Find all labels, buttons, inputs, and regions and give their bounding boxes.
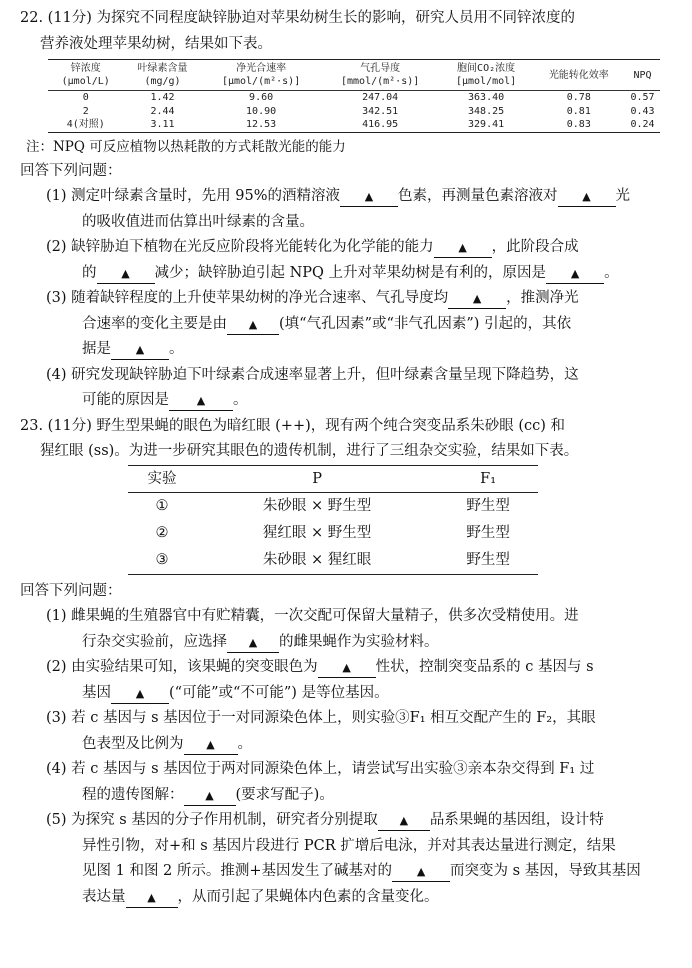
- table-cell: 野生型: [438, 547, 538, 575]
- q22-part1-line2: 的吸收值进而估算出叶绿素的含量。: [82, 213, 314, 230]
- q23-part4-line1: (4) 若 c 基因与 s 基因位于两对同源染色体上，请尝试写出实验③亲本杂交得到 F₁ 过: [46, 761, 595, 777]
- answer-blank[interactable]: ▲: [318, 658, 376, 678]
- table-cell: 342.51: [362, 105, 399, 117]
- q22-part1-line1: (1) 测定叶绿素含量时，先用 95%的酒精溶液 ▲ 色素，再测量色素溶液对 ▲ 光: [20, 184, 666, 210]
- answer-blank[interactable]: ▲: [546, 264, 604, 284]
- table-cell: 4(对照): [48, 118, 123, 132]
- answer-blank[interactable]: ▲: [448, 289, 506, 309]
- answer-blank[interactable]: ▲: [558, 187, 616, 207]
- q23-intro-line2: 猩红眼 (ss)。为进一步研究其眼色的遗传机制，进行了三组杂交实验，结果如下表。: [40, 443, 579, 459]
- q23-part5-line2: 异性引物，对+和 s 基因片段进行 PCR 扩增后电泳，并对其表达量进行测定，结果: [82, 837, 616, 854]
- q23-part3-line1: (3) 若 c 基因与 s 基因位于一对同源染色体上，则实验③F₁ 相互交配产生的 F₂，其眼: [46, 710, 596, 726]
- answer-blank[interactable]: ▲: [97, 264, 155, 284]
- answer-blank[interactable]: ▲: [184, 786, 236, 806]
- answer-blank[interactable]: ▲: [227, 315, 279, 335]
- answer-blank[interactable]: ▲: [184, 735, 238, 755]
- table-cell: ①: [155, 497, 169, 514]
- answer-blank[interactable]: ▲: [169, 391, 233, 411]
- q22-part3-line2: 合速率的变化主要是由 ▲ (填“气孔因素”或“非气孔因素”) 引起的，其依: [20, 312, 666, 338]
- q23-cross-table: [128, 465, 538, 575]
- q22-intro-line2: 营养液处理苹果幼树，结果如下表。: [40, 35, 272, 52]
- q23-part2-line1: (2) 由实验结果可知，该果蝇的突变眼色为 ▲ 性状，控制突变品系的 c 基因与 s: [20, 655, 666, 681]
- table-cell: 0.78: [566, 92, 591, 103]
- q22-part3-line1: (3) 随着缺锌程度的上升使苹果幼树的净光合速率、气孔导度均 ▲ ，推测净光: [20, 286, 666, 312]
- table-cell: 野生型: [466, 497, 510, 514]
- table-cell: 348.25: [468, 105, 505, 117]
- table-cell: 10.90: [246, 105, 277, 117]
- answer-blank[interactable]: ▲: [378, 811, 430, 831]
- q22-part4-line1: (4) 研究发现缺锌胁迫下叶绿素合成速率显著上升，但叶绿素含量呈现下降趋势，这: [46, 366, 579, 383]
- q22-intro-line1: 22. (11分) 为探究不同程度缺锌胁迫对苹果幼树生长的影响，研究人员用不同锌浓度的: [20, 10, 576, 26]
- q23-intro-line1: 23. (11分) 野生型果蝇的眼色为暗红眼 (++)，现有两个纯合突变品系朱砂眼 (cc) 和: [20, 417, 566, 434]
- table-cell: 3.11: [123, 118, 201, 132]
- table-row: [48, 91, 660, 105]
- table-cell: 0.43: [630, 105, 655, 117]
- table-cell: 1.42: [150, 92, 175, 103]
- table-cell: 9.60: [249, 92, 274, 103]
- table-row: [128, 520, 538, 547]
- answer-blank[interactable]: ▲: [392, 862, 450, 882]
- q22-col-header: 净光合速率 [μmol/(m²·s)]: [202, 60, 321, 91]
- table-cell: 363.40: [468, 92, 505, 103]
- answer-blank[interactable]: ▲: [126, 888, 178, 908]
- table-cell: 2: [82, 105, 89, 117]
- table-cell: 0.57: [630, 92, 655, 103]
- table-row: [48, 118, 660, 132]
- table-row: [128, 547, 538, 575]
- q22-part2-line1: (2) 缺锌胁迫下植物在光反应阶段将光能转化为化学能的能力 ▲ ，此阶段合成: [20, 235, 666, 261]
- q22-answer-prompt: 回答下列问题：: [20, 162, 122, 179]
- q22-col-header: 光能转化效率: [533, 60, 626, 91]
- table-cell: 0.81: [566, 105, 591, 117]
- table-row: [128, 492, 538, 520]
- answer-blank[interactable]: ▲: [340, 187, 398, 207]
- q23-part5-line3: 见图 1 和图 2 所示。推测+基因发生了碱基对的 ▲ 而突变为 s 基因，导致其基因: [20, 859, 666, 885]
- q23-part5-line4: 表达量 ▲ ，从而引起了果蝇体内色素的含量变化。: [20, 885, 666, 911]
- q23-part5-line1: (5) 为探究 s 基因的分子作用机制，研究者分别提取 ▲ 品系果蝇的基因组，设计特: [20, 808, 666, 834]
- q23-col-header: F₁: [438, 465, 538, 492]
- q22-col-header: 胞间CO₂浓度 [μmol/mol]: [440, 60, 533, 91]
- table-row: [48, 105, 660, 119]
- q22-table-note: 注：NPQ 可反应植物以热耗散的方式耗散光能的能力: [26, 138, 346, 155]
- q22-col-header: 锌浓度 (μmol/L): [48, 60, 123, 91]
- table-cell: 猩红眼 × 野生型: [262, 524, 372, 541]
- table-cell: ②: [155, 524, 169, 541]
- q22-part3-line3: 据是 ▲ 。: [20, 337, 666, 363]
- q23-col-header: 实验: [128, 465, 196, 492]
- answer-blank[interactable]: ▲: [434, 238, 492, 258]
- answer-blank[interactable]: ▲: [111, 340, 169, 360]
- table-cell: 0.24: [625, 118, 660, 132]
- answer-blank[interactable]: ▲: [111, 684, 169, 704]
- table-cell: 2.44: [150, 105, 175, 117]
- q22-part4-line2: 可能的原因是 ▲ 。: [20, 388, 666, 414]
- q23-col-header: P: [196, 465, 438, 492]
- q23-answer-prompt: 回答下列问题：: [20, 582, 122, 599]
- q22-table-header-row: [48, 60, 660, 91]
- q22-col-header: 叶绿素含量 (mg/g): [123, 60, 201, 91]
- q22-part2-line2: 的 ▲ 减少；缺锌胁迫引起 NPQ 上升对苹果幼树是有利的，原因是 ▲ 。: [20, 261, 666, 287]
- q23-part1-line1: (1) 雌果蝇的生殖器官中有贮精囊，一次交配可保留大量精子，供多次受精使用。进: [46, 608, 579, 624]
- table-cell: 416.95: [321, 118, 440, 132]
- q23-part2-line2: 基因 ▲ (“可能”或“不可能”) 是等位基因。: [20, 681, 666, 707]
- table-cell: 朱砂眼 × 猩红眼: [196, 547, 438, 575]
- q22-col-header: 气孔导度 [mmol/(m²·s)]: [321, 60, 440, 91]
- q22-data-table: [48, 59, 660, 133]
- table-cell: ③: [128, 547, 196, 575]
- q22-col-header: NPQ: [625, 60, 660, 91]
- table-cell: 0.83: [533, 118, 626, 132]
- table-cell: 朱砂眼 × 野生型: [262, 497, 372, 514]
- table-cell: 247.04: [362, 92, 399, 103]
- q23-part1-line2: 行杂交实验前，应选择 ▲ 的雌果蝇作为实验材料。: [20, 630, 666, 656]
- table-cell: 329.41: [440, 118, 533, 132]
- table-cell: 12.53: [202, 118, 321, 132]
- answer-blank[interactable]: ▲: [227, 633, 279, 653]
- q23-table-header-row: [128, 465, 538, 492]
- q23-part4-line2: 程的遗传图解： ▲ (要求写配子)。: [20, 783, 666, 809]
- q23-part3-line2: 色表型及比例为 ▲ 。: [20, 732, 666, 758]
- table-cell: 野生型: [466, 524, 510, 541]
- table-cell: 0: [82, 92, 89, 103]
